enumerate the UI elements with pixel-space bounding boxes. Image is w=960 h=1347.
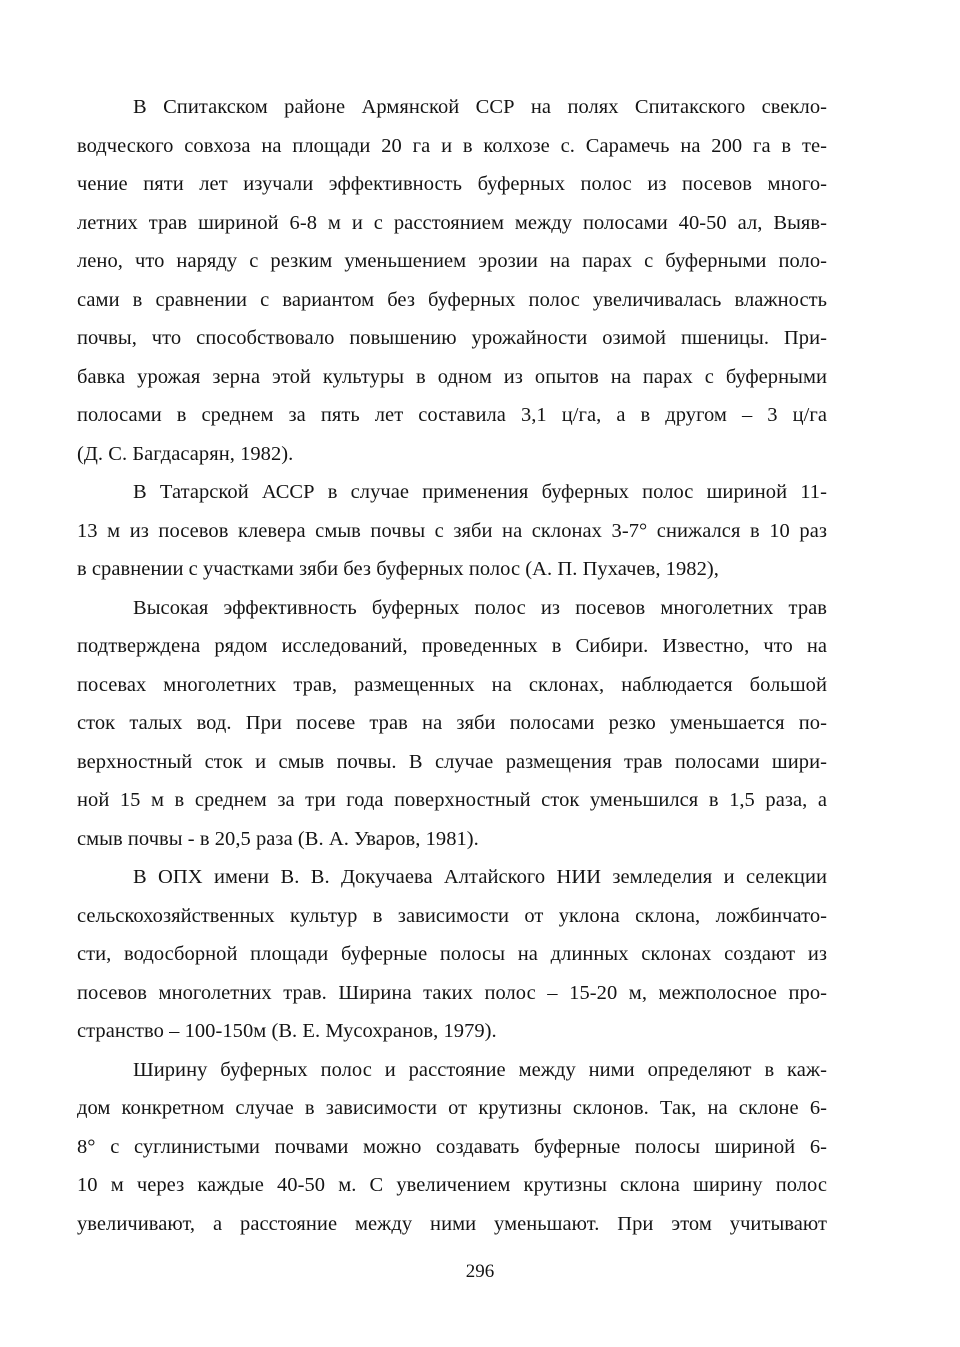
- text-line: верхностный сток и смыв почвы. В случае размещения трав полосами шири-: [77, 750, 827, 773]
- text-line: подтверждена рядом исследований, проведенных в Сибири. Известно, что на: [77, 635, 827, 657]
- text-line: Ширину буферных полос и расстояние между ними определяют в каж-: [133, 1058, 827, 1081]
- text-line: странство – 100-150м (В. Е. Мусохранов, 1979).: [77, 1020, 497, 1042]
- text-line: (Д. С. Багдасарян, 1982).: [77, 442, 294, 465]
- text-line: чение пяти лет изучали эффективность буферных полос из посевов много-: [77, 173, 827, 195]
- text-line: смыв почвы - в 20,5 раза (В. А. Уваров, 1981).: [77, 827, 479, 850]
- paragraph-spitak: [77, 88, 827, 473]
- text-line: В Спитакском районе Армянской ССР на полях Спитакского свекло-: [133, 96, 827, 118]
- paragraph-tatar: [77, 473, 827, 589]
- text-line: посевах многолетних трав, размещенных на склонах, наблюдается большой: [77, 673, 827, 696]
- text-line: 8° с суглинистыми почвами можно создавать буферные полосы шириной 6-: [77, 1135, 827, 1158]
- text-line: лено, что наряду с резким уменьшением эрозии на парах с буферными поло-: [77, 250, 827, 272]
- text-line: сти, водосборной площади буферные полосы на длинных склонах создают из: [77, 943, 827, 965]
- text-line: полосами в среднем за пять лет составила 3,1 ц/га, а в другом – 3 ц/га: [77, 404, 827, 426]
- paragraph-altai: [77, 858, 827, 1051]
- text-line: почвы, что способствовало повышению урожайности озимой пшеницы. При-: [77, 327, 827, 349]
- text-line: летних трав шириной 6-8 м и с расстоянием между полосами 40-50 ал, Выяв-: [77, 211, 827, 234]
- paragraph-width: [77, 1051, 827, 1244]
- document-body: [77, 88, 827, 1243]
- page-number: 296: [465, 1261, 495, 1282]
- text-line: в сравнении с участками зяби без буферных полос (А. П. Пухачев, 1982),: [77, 558, 719, 580]
- text-line: увеличивают, а расстояние между ними уменьшают. При этом учитывают: [77, 1212, 827, 1235]
- text-line: ной 15 м в среднем за три года поверхностный сток уменьшился в 1,5 раза, а: [77, 789, 827, 811]
- text-line: Высокая эффективность буферных полос из посевов многолетних трав: [133, 596, 827, 619]
- text-line: 10 м через каждые 40-50 м. С увеличением крутизны склона ширину полос: [77, 1174, 827, 1196]
- text-line: посевов многолетних трав. Ширина таких полос – 15-20 м, межполосное про-: [77, 981, 827, 1004]
- text-line: 13 м из посевов клевера смыв почвы с зяби на склонах 3-7° снижался в 10 раз: [77, 519, 827, 542]
- paragraph-siberia: [77, 589, 827, 859]
- text-line: дом конкретном случае в зависимости от крутизны склонов. Так, на склоне 6-: [77, 1097, 827, 1119]
- text-line: В Татарской АССР в случае применения буферных полос шириной 11-: [133, 481, 827, 503]
- text-line: водческого совхоза на площади 20 га и в колхозе с. Сарамечь на 200 га в те-: [77, 134, 827, 157]
- text-line: сами в сравнении с вариантом без буферных полос увеличивалась влажность: [77, 288, 827, 311]
- text-line: сельскохозяйственных культур в зависимости от уклона склона, ложбинчато-: [77, 904, 827, 927]
- text-line: сток талых вод. При посеве трав на зяби полосами резко уменьшается по-: [77, 712, 827, 734]
- text-line: В ОПХ имени В. В. Докучаева Алтайского НИИ земледелия и селекции: [133, 866, 827, 888]
- text-line: бавка урожая зерна этой культуры в одном из опытов на парах с буферными: [77, 365, 827, 388]
